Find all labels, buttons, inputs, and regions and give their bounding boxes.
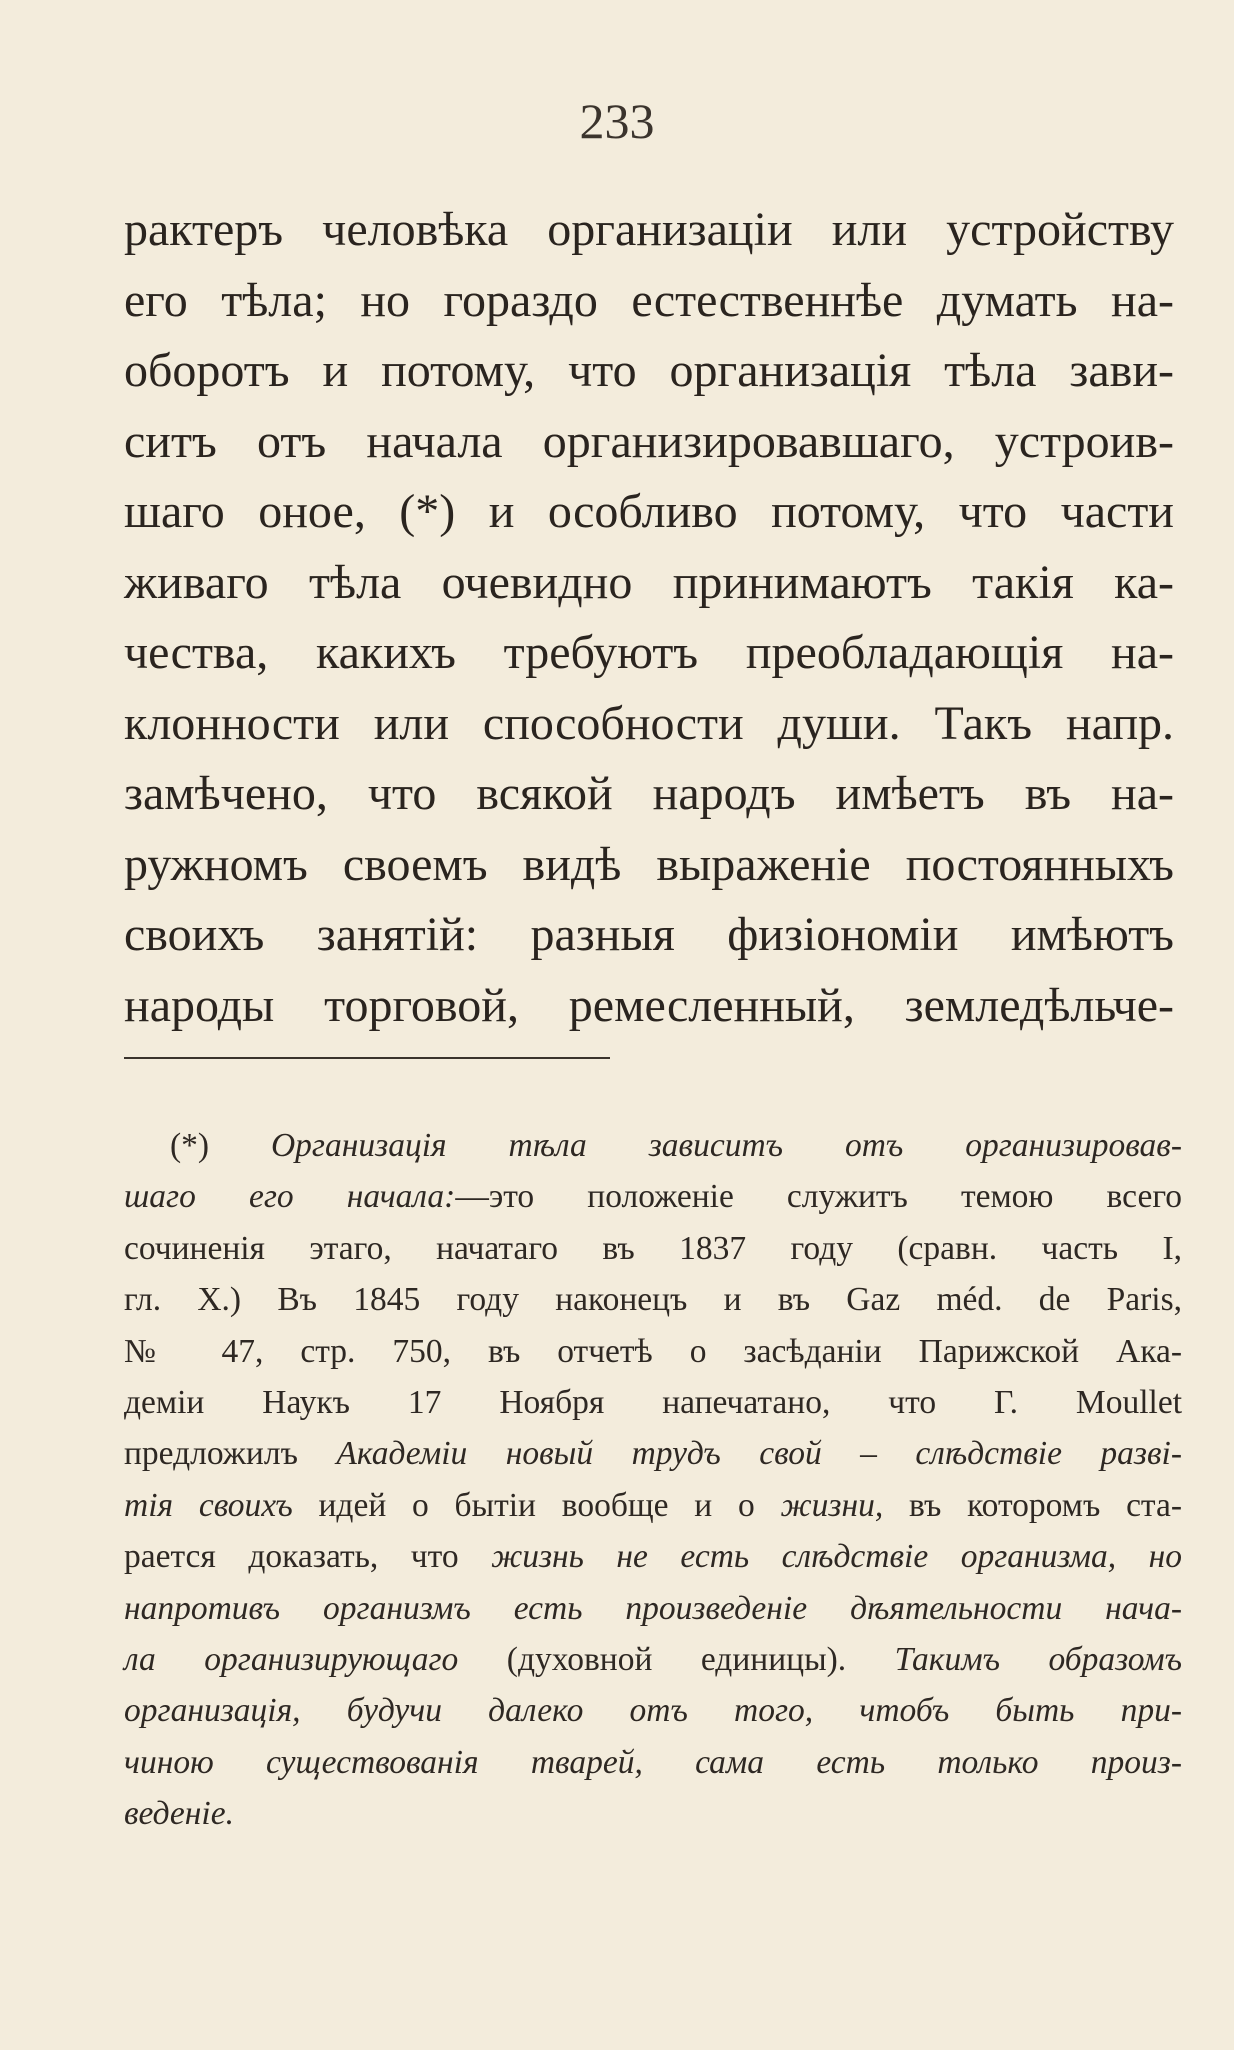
text-line: шаго оное, (*) и особливо потому, что части bbox=[124, 485, 1174, 538]
footnote-divider bbox=[124, 1057, 610, 1059]
footnote-text: Организація тѣла зависитъ отъ организировав- bbox=[209, 1127, 1182, 1164]
footnote-text: идей о бытіи вообще и о bbox=[292, 1486, 781, 1524]
text-line: клонности или способности души. Такъ напр. bbox=[124, 696, 1174, 750]
text-line: оборотъ и потому, что организація тѣла зави- bbox=[124, 344, 1174, 397]
footnote-line: организація, будучи далеко отъ того, чтобъ быть при- bbox=[124, 1692, 1182, 1730]
footnote-text: тія своихъ bbox=[124, 1486, 293, 1524]
text-line: ситъ отъ начала организировавшаго, устроив- bbox=[124, 414, 1174, 468]
text-line: народы торговой, ремесленный, земледѣльче- bbox=[124, 978, 1174, 1032]
footnote-text: Академіи новый трудъ свой – слѣдствіе разві- bbox=[336, 1435, 1182, 1473]
footnote-line bbox=[124, 1428, 1182, 1479]
text-line: своихъ занятій: разныя физіономіи имѣютъ bbox=[124, 908, 1174, 961]
footnote-text: шаго его начала: bbox=[124, 1178, 456, 1216]
page-number: 233 bbox=[579, 93, 655, 149]
footnote-line: гл. X.) Въ 1845 году наконецъ и въ Gaz méd. de Paris, bbox=[124, 1281, 1182, 1319]
footnote-line bbox=[124, 1120, 1182, 1171]
footnote-text: предложилъ bbox=[124, 1435, 337, 1473]
main-text bbox=[124, 195, 1174, 1041]
footnote-marker: (*) bbox=[170, 1127, 210, 1164]
footnote-line bbox=[124, 1171, 1182, 1222]
footnote-line bbox=[124, 1480, 1182, 1531]
text-line: ружномъ своемъ видѣ выраженіе постоянныхъ bbox=[124, 837, 1174, 891]
footnote-text: (духовной единицы). bbox=[458, 1641, 895, 1679]
footnote-text: рается доказать, что bbox=[124, 1538, 492, 1576]
footnote-text: въ которомъ ста- bbox=[883, 1486, 1183, 1524]
footnote-line bbox=[124, 1634, 1182, 1685]
footnote-text: Такимъ образомъ bbox=[894, 1641, 1182, 1679]
footnote-line bbox=[124, 1531, 1182, 1582]
footnote-text: —это положеніе служитъ темою всего bbox=[455, 1178, 1182, 1216]
text-line: его тѣла; но гораздо естественнѣе думать на- bbox=[124, 273, 1174, 327]
footnote-line: деміи Наукъ 17 Ноября напечатано, что Г. Moullet bbox=[124, 1384, 1182, 1422]
footnote bbox=[124, 1120, 1182, 1840]
footnote-text: жизнь не есть слѣдствіе организма, но bbox=[491, 1538, 1182, 1576]
footnote-line: чиною существованія тварей, сама есть только произ- bbox=[124, 1743, 1182, 1781]
footnote-text: ла организирующаго bbox=[124, 1641, 459, 1679]
footnote-line: № 47, стр. 750, въ отчетѣ о засѣданіи Парижской Ака- bbox=[124, 1332, 1182, 1370]
footnote-line: сочиненія этаго, начатаго въ 1837 году (сравн. часть I, bbox=[124, 1229, 1182, 1267]
text-line: живаго тѣла очевидно принимаютъ такія ка- bbox=[124, 555, 1174, 609]
footnote-line: напротивъ организмъ есть произведеніе дѣятельности нача- bbox=[124, 1589, 1182, 1627]
text-line: рактеръ человѣка организаціи или устройству bbox=[124, 203, 1174, 256]
footnote-line: веденіе. bbox=[124, 1795, 234, 1833]
footnote-text: жизни, bbox=[780, 1486, 884, 1524]
text-line: замѣчено, что всякой народъ имѣетъ въ на- bbox=[124, 767, 1174, 820]
text-line: чества, какихъ требуютъ преобладающія на- bbox=[124, 626, 1174, 679]
